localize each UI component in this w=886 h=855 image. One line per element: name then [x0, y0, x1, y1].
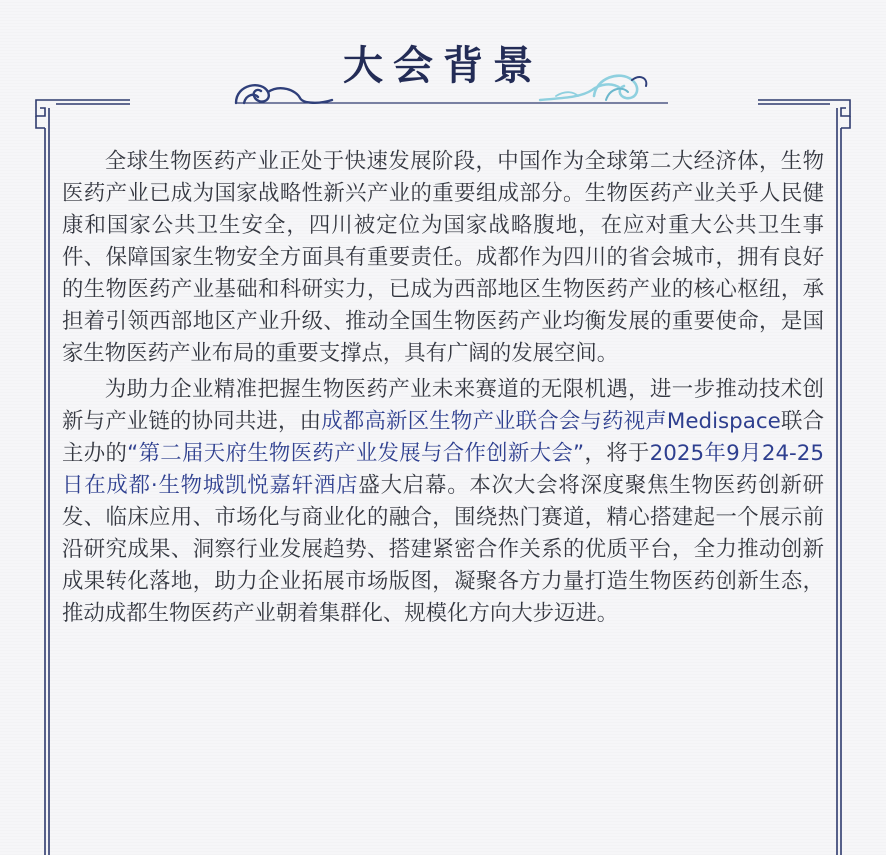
paragraph-2-connector: 联合主办的 — [62, 409, 824, 466]
paragraph-1: 全球生物医药产业正处于快速发展阶段，中国作为全球第二大经济体，生物医药产业已成为国家战略性新兴产业的重要组成部分。生物医药产业关乎人民健康和国家公共卫生安全，四川被定位为国家战略腹地，在应对重大公共卫生事件、保障国家生物安全方面具有重要责任。成都作为四川的省会城市，拥有良好的生物医药产业基础和科研实力，已成为西部地区生物医药产业的核心枢纽，承担着引领西部地区产业升级、推动全国生物医药产业均衡发展的重要使命，是国家生物医药产业布局的重要支撑点，具有广阔的发展空间。 — [62, 149, 824, 366]
article-body — [62, 146, 824, 630]
paragraph-2-rest: 盛大启幕。本次大会将深度聚焦生物医药创新研发、临床应用、市场化与商业化的融合，围绕热门赛道，精心搭建起一个展示前沿研究成果、洞察行业发展趋势、搭建紧密合作关系的优质平台，全力推动创新成果转化落地，助力企业拓展市场版图，凝聚各方力量打造生物医药创新生态，推动成都生物医药产业朝着集群化、规模化方向大步迈进。 — [62, 473, 824, 626]
organizers-highlight: 成都高新区生物产业联合会与药视声Medispace — [321, 409, 781, 434]
paragraph-2-connector-2: ，将于 — [584, 441, 650, 466]
date-venue-highlight: 2025年9月24-25日在成都·生物城凯悦嘉轩酒店 — [62, 441, 824, 498]
section-title: 大会背景 — [343, 42, 543, 89]
fret-corner-ornament — [758, 100, 850, 128]
fret-corner-ornament — [36, 100, 130, 128]
paragraph-2 — [62, 374, 824, 630]
event-name-highlight: “第二届天府生物医药产业发展与合作创新大会” — [127, 441, 585, 466]
paragraph-2-intro: 为助力企业精准把握生物医药产业未来赛道的无限机遇，进一步推动技术创新与产业链的协同共进，由 — [62, 377, 824, 434]
